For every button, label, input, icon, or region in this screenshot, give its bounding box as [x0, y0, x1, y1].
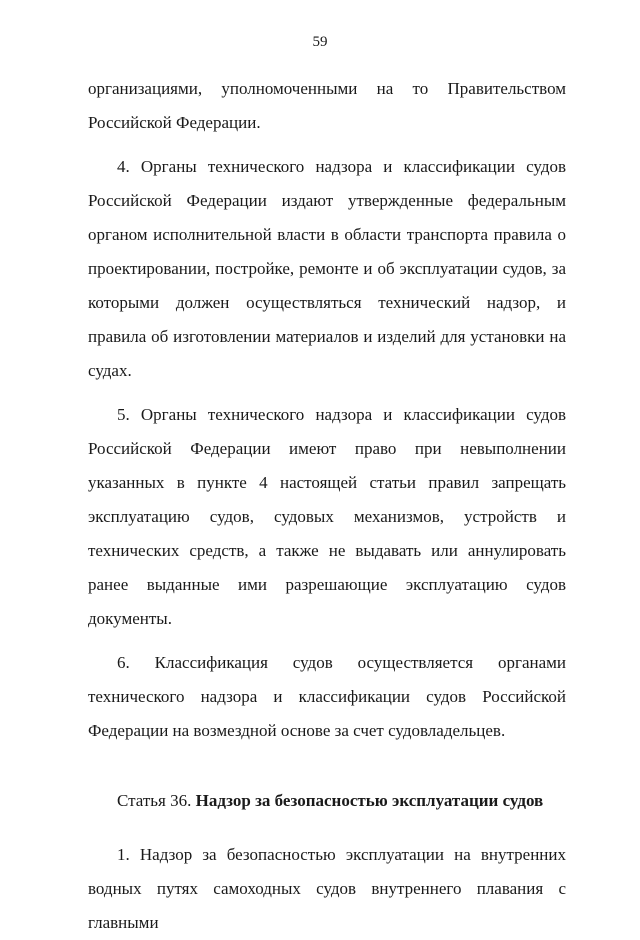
paragraph-4: 4. Органы технического надзора и классификации судов Российской Федерации издают утвержденные федеральным органом исполнительной власти в области транспорта правила о проектировании, постройке, ремонте и об эксплуатации судов, за которыми должен осуществляться технический надзор, и правила об изготовлении материалов и изделий для установки на судах.: [88, 157, 566, 380]
article-paragraph-1: 1. Надзор за безопасностью эксплуатации на внутренних водных путях самоходных судов внутреннего плавания с главными: [88, 845, 566, 932]
article-title: Надзор за безопасностью эксплуатации судов: [195, 791, 544, 810]
paragraph-5: 5. Органы технического надзора и классификации судов Российской Федерации имеют право при невыполнении указанных в пункте 4 настоящей статьи правил запрещать эксплуатацию судов, судовых механизмов, устройств и технических средств, а также не выдавать или аннулировать ранее выданные ими разрешающие эксплуатацию судов документы.: [88, 405, 566, 628]
paragraph-6: 6. Классификация судов осуществляется органами технического надзора и классификации судов Российской Федерации на возмездной основе за счет судовладельцев.: [88, 653, 566, 740]
article-heading: [88, 784, 566, 818]
paragraph-continuation: организациями, уполномоченными на то Правительством Российской Федерации.: [88, 79, 566, 132]
document-body: [88, 72, 566, 940]
page-number: 59: [312, 34, 328, 50]
article-label: Статья 36.: [117, 791, 192, 810]
